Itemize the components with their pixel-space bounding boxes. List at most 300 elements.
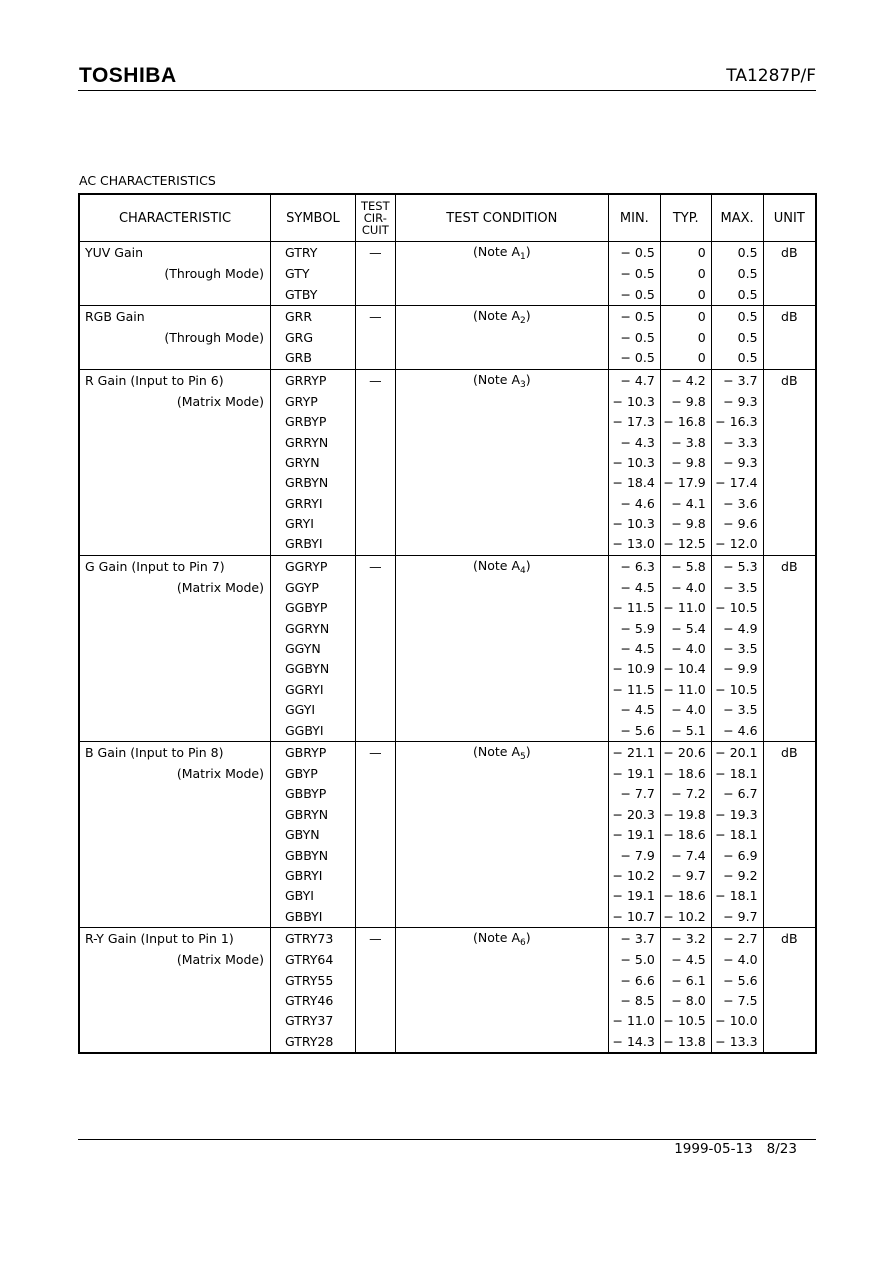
unit-cell: dB (763, 927, 816, 950)
test-circuit-cell: — (355, 369, 395, 392)
typ-cell: 0 (660, 284, 711, 305)
test-circuit-cell (355, 805, 395, 825)
col-min: MIN. (608, 194, 660, 242)
characteristic-cell (79, 659, 271, 679)
min-cell: − 10.3 (608, 453, 660, 473)
max-cell: − 18.1 (711, 886, 763, 906)
symbol-cell: GTRY37 (271, 1011, 356, 1031)
table-row (79, 453, 816, 473)
max-cell: − 9.2 (711, 866, 763, 886)
max-cell: 0.5 (711, 328, 763, 348)
max-cell: 0.5 (711, 348, 763, 369)
characteristic-cell: B Gain (Input to Pin 8) (79, 741, 271, 764)
max-cell: − 3.5 (711, 700, 763, 720)
symbol-cell: GTRY28 (271, 1032, 356, 1053)
max-cell: − 17.4 (711, 473, 763, 493)
unit-cell (763, 970, 816, 990)
part-number: TA1287P/F (726, 66, 816, 86)
unit-cell (763, 453, 816, 473)
note-subscript: 1 (520, 252, 526, 262)
unit-cell (763, 328, 816, 348)
unit-cell (763, 784, 816, 804)
typ-cell: − 4.0 (660, 700, 711, 720)
max-cell: − 6.9 (711, 845, 763, 865)
test-condition-cell (395, 845, 608, 865)
typ-cell: − 5.4 (660, 618, 711, 638)
test-condition-cell (395, 866, 608, 886)
max-cell: − 5.3 (711, 555, 763, 578)
note-close: ) (525, 743, 531, 759)
table-row (79, 991, 816, 1011)
table-row (79, 494, 816, 514)
min-cell: − 0.5 (608, 242, 660, 265)
note-close: ) (525, 557, 531, 573)
test-condition-cell (395, 369, 608, 392)
table-row (79, 392, 816, 412)
table-row (79, 598, 816, 618)
symbol-cell: GGYI (271, 700, 356, 720)
section-title: AC CHARACTERISTICS (79, 173, 216, 188)
max-cell: − 20.1 (711, 741, 763, 764)
test-circuit-cell (355, 534, 395, 555)
test-condition-cell (395, 639, 608, 659)
symbol-cell: GGRYP (271, 555, 356, 578)
table-body (79, 242, 816, 1053)
symbol-cell: GBRYN (271, 805, 356, 825)
test-circuit-cell (355, 866, 395, 886)
min-cell: − 0.5 (608, 305, 660, 328)
typ-cell: − 11.0 (660, 680, 711, 700)
min-cell: − 6.6 (608, 970, 660, 990)
table-row (79, 369, 816, 392)
typ-cell: 0 (660, 264, 711, 284)
table-row (79, 348, 816, 369)
min-cell: − 6.3 (608, 555, 660, 578)
test-circuit-cell (355, 473, 395, 493)
max-cell: − 9.3 (711, 453, 763, 473)
table-row (79, 328, 816, 348)
min-cell: − 0.5 (608, 348, 660, 369)
note-close: ) (525, 371, 531, 387)
footer-rule (78, 1139, 816, 1140)
test-condition-cell (395, 598, 608, 618)
table-row (79, 866, 816, 886)
test-condition-cell (395, 907, 608, 928)
characteristic-cell (79, 284, 271, 305)
characteristic-cell (79, 348, 271, 369)
min-cell: − 7.9 (608, 845, 660, 865)
unit-cell (763, 1011, 816, 1031)
characteristic-cell: (Through Mode) (79, 264, 271, 284)
symbol-cell: GRBYP (271, 412, 356, 432)
header-row (79, 194, 816, 242)
typ-cell: − 3.8 (660, 432, 711, 452)
unit-cell (763, 907, 816, 928)
typ-cell: − 13.8 (660, 1032, 711, 1053)
min-cell: − 21.1 (608, 741, 660, 764)
symbol-cell: GGBYP (271, 598, 356, 618)
table-row (79, 741, 816, 764)
characteristic-cell (79, 700, 271, 720)
typ-cell: − 7.2 (660, 784, 711, 804)
min-cell: − 19.1 (608, 825, 660, 845)
col-test-circuit (355, 194, 395, 242)
characteristic-cell: YUV Gain (79, 242, 271, 265)
unit-cell (763, 991, 816, 1011)
characteristic-cell (79, 494, 271, 514)
max-cell: − 3.5 (711, 639, 763, 659)
col-max: MAX. (711, 194, 763, 242)
max-cell: − 3.3 (711, 432, 763, 452)
typ-cell: − 19.8 (660, 805, 711, 825)
typ-cell: − 4.0 (660, 639, 711, 659)
characteristic-cell (79, 514, 271, 534)
characteristic-cell: (Matrix Mode) (79, 392, 271, 412)
symbol-cell: GGBYN (271, 659, 356, 679)
typ-cell: − 6.1 (660, 970, 711, 990)
ac-characteristics-table (78, 193, 817, 1054)
test-condition-cell (395, 392, 608, 412)
note-text: (Note A (473, 244, 521, 259)
table-row (79, 432, 816, 452)
min-cell: − 0.5 (608, 284, 660, 305)
typ-cell: 0 (660, 328, 711, 348)
table-row (79, 555, 816, 578)
unit-cell (763, 639, 816, 659)
unit-cell (763, 432, 816, 452)
table-row (79, 764, 816, 784)
max-cell: − 9.9 (711, 659, 763, 679)
typ-cell: 0 (660, 348, 711, 369)
unit-cell (763, 264, 816, 284)
test-condition-cell (395, 514, 608, 534)
test-circuit-cell (355, 598, 395, 618)
typ-cell: − 16.8 (660, 412, 711, 432)
typ-cell: − 8.0 (660, 991, 711, 1011)
unit-cell (763, 392, 816, 412)
min-cell: − 5.9 (608, 618, 660, 638)
symbol-cell: GRYN (271, 453, 356, 473)
characteristic-cell (79, 720, 271, 741)
table-row (79, 805, 816, 825)
typ-cell: − 4.0 (660, 578, 711, 598)
unit-cell (763, 700, 816, 720)
table-row (79, 927, 816, 950)
table-row (79, 680, 816, 700)
test-condition-cell (395, 328, 608, 348)
characteristic-cell (79, 618, 271, 638)
symbol-cell: GRYP (271, 392, 356, 412)
min-cell: − 11.0 (608, 1011, 660, 1031)
test-circuit-cell: — (355, 305, 395, 328)
typ-cell: − 9.8 (660, 514, 711, 534)
table-row (79, 886, 816, 906)
min-cell: − 18.4 (608, 473, 660, 493)
characteristic-cell: R Gain (Input to Pin 6) (79, 369, 271, 392)
test-circuit-cell (355, 578, 395, 598)
unit-cell (763, 598, 816, 618)
max-cell: − 18.1 (711, 825, 763, 845)
test-circuit-cell (355, 784, 395, 804)
test-circuit-cell (355, 825, 395, 845)
typ-cell: − 5.8 (660, 555, 711, 578)
test-condition-cell (395, 784, 608, 804)
symbol-cell: GRR (271, 305, 356, 328)
test-circuit-cell (355, 514, 395, 534)
characteristic-cell (79, 639, 271, 659)
min-cell: − 17.3 (608, 412, 660, 432)
max-cell: − 10.0 (711, 1011, 763, 1031)
test-circuit-cell (355, 886, 395, 906)
min-cell: − 10.2 (608, 866, 660, 886)
test-condition-cell (395, 659, 608, 679)
unit-cell (763, 514, 816, 534)
characteristic-cell: R-Y Gain (Input to Pin 1) (79, 927, 271, 950)
max-cell: − 12.0 (711, 534, 763, 555)
typ-cell: 0 (660, 305, 711, 328)
symbol-cell: GTRY55 (271, 970, 356, 990)
note-text: (Note A (473, 557, 521, 573)
unit-cell (763, 950, 816, 970)
brand-logo: TOSHIBA (79, 64, 177, 87)
test-circuit-cell (355, 764, 395, 784)
test-circuit-cell (355, 659, 395, 679)
table-row (79, 1011, 816, 1031)
min-cell: − 5.6 (608, 720, 660, 741)
typ-cell: − 10.2 (660, 907, 711, 928)
min-cell: − 20.3 (608, 805, 660, 825)
characteristic-cell: RGB Gain (79, 305, 271, 328)
symbol-cell: GBBYI (271, 907, 356, 928)
symbol-cell: GBRYP (271, 741, 356, 764)
symbol-cell: GRRYP (271, 369, 356, 392)
max-cell: − 7.5 (711, 991, 763, 1011)
symbol-cell: GRYI (271, 514, 356, 534)
max-cell: 0.5 (711, 242, 763, 265)
symbol-cell: GBYP (271, 764, 356, 784)
symbol-cell: GBYN (271, 825, 356, 845)
min-cell: − 10.9 (608, 659, 660, 679)
max-cell: − 5.6 (711, 970, 763, 990)
test-condition-cell (395, 242, 608, 265)
max-cell: − 2.7 (711, 927, 763, 950)
unit-cell: dB (763, 555, 816, 578)
max-cell: − 10.5 (711, 680, 763, 700)
typ-cell: − 18.6 (660, 825, 711, 845)
max-cell: − 6.7 (711, 784, 763, 804)
test-circuit-cell (355, 264, 395, 284)
max-cell: − 3.6 (711, 494, 763, 514)
min-cell: − 11.5 (608, 598, 660, 618)
test-condition-cell (395, 264, 608, 284)
min-cell: − 4.5 (608, 700, 660, 720)
test-condition-cell (395, 927, 608, 950)
unit-cell: dB (763, 369, 816, 392)
test-circuit-cell (355, 639, 395, 659)
max-cell: 0.5 (711, 305, 763, 328)
test-circuit-cell (355, 1032, 395, 1053)
test-condition-cell (395, 284, 608, 305)
test-condition-cell (395, 1032, 608, 1053)
unit-cell (763, 886, 816, 906)
table-row (79, 720, 816, 741)
col-symbol: SYMBOL (271, 194, 356, 242)
unit-cell (763, 412, 816, 432)
unit-cell: dB (763, 741, 816, 764)
symbol-cell: GGYN (271, 639, 356, 659)
note-close: ) (525, 307, 531, 323)
min-cell: − 4.3 (608, 432, 660, 452)
table-row (79, 473, 816, 493)
footer (660, 1141, 797, 1157)
symbol-cell: GTRY46 (271, 991, 356, 1011)
min-cell: − 11.5 (608, 680, 660, 700)
test-condition-cell (395, 886, 608, 906)
table-row (79, 412, 816, 432)
max-cell: − 18.1 (711, 764, 763, 784)
typ-cell: 0 (660, 242, 711, 265)
max-cell: − 9.6 (711, 514, 763, 534)
characteristic-cell (79, 784, 271, 804)
unit-cell (763, 805, 816, 825)
max-cell: − 3.7 (711, 369, 763, 392)
test-condition-cell (395, 700, 608, 720)
test-circuit-cell (355, 392, 395, 412)
min-cell: − 4.5 (608, 639, 660, 659)
typ-cell: − 18.6 (660, 886, 711, 906)
test-condition-cell (395, 453, 608, 473)
max-cell: − 19.3 (711, 805, 763, 825)
test-condition-cell (395, 494, 608, 514)
test-condition-cell (395, 825, 608, 845)
test-condition-cell (395, 764, 608, 784)
min-cell: − 19.1 (608, 764, 660, 784)
note-close: ) (525, 244, 531, 259)
test-circuit-cell (355, 412, 395, 432)
min-cell: − 14.3 (608, 1032, 660, 1053)
characteristic-cell (79, 991, 271, 1011)
characteristic-cell (79, 680, 271, 700)
characteristic-cell: G Gain (Input to Pin 7) (79, 555, 271, 578)
typ-cell: − 9.8 (660, 453, 711, 473)
test-circuit-cell (355, 1011, 395, 1031)
symbol-cell: GBBYN (271, 845, 356, 865)
unit-cell (763, 348, 816, 369)
unit-cell (763, 473, 816, 493)
unit-cell: dB (763, 305, 816, 328)
characteristic-cell (79, 825, 271, 845)
characteristic-cell: (Matrix Mode) (79, 578, 271, 598)
col-test-condition: TEST CONDITION (395, 194, 608, 242)
typ-cell: − 11.0 (660, 598, 711, 618)
table-row (79, 970, 816, 990)
table-row (79, 907, 816, 928)
note-text: (Note A (473, 307, 521, 323)
min-cell: − 4.5 (608, 578, 660, 598)
min-cell: − 4.6 (608, 494, 660, 514)
max-cell: − 9.3 (711, 392, 763, 412)
characteristic-cell: (Matrix Mode) (79, 950, 271, 970)
typ-cell: − 20.6 (660, 741, 711, 764)
note-text: (Note A (473, 929, 521, 945)
note-close: ) (525, 929, 531, 945)
table-row (79, 242, 816, 265)
test-condition-cell (395, 555, 608, 578)
unit-cell (763, 534, 816, 555)
test-condition-cell (395, 305, 608, 328)
characteristic-cell (79, 845, 271, 865)
table-row (79, 950, 816, 970)
table-row (79, 284, 816, 305)
characteristic-cell: (Through Mode) (79, 328, 271, 348)
symbol-cell: GBRYI (271, 866, 356, 886)
col-characteristic: CHARACTERISTIC (79, 194, 271, 242)
col-test-circuit-line: TEST (361, 199, 390, 213)
typ-cell: − 4.2 (660, 369, 711, 392)
table-row (79, 700, 816, 720)
max-cell: − 16.3 (711, 412, 763, 432)
unit-cell (763, 680, 816, 700)
table-row (79, 305, 816, 328)
table-row (79, 514, 816, 534)
min-cell: − 10.7 (608, 907, 660, 928)
characteristic-cell (79, 886, 271, 906)
max-cell: − 3.5 (711, 578, 763, 598)
symbol-cell: GRRYN (271, 432, 356, 452)
max-cell: 0.5 (711, 284, 763, 305)
test-circuit-cell (355, 991, 395, 1011)
test-circuit-cell (355, 284, 395, 305)
col-typ: TYP. (660, 194, 711, 242)
unit-cell (763, 618, 816, 638)
typ-cell: − 5.1 (660, 720, 711, 741)
characteristic-cell (79, 970, 271, 990)
test-condition-cell (395, 618, 608, 638)
table-row (79, 1032, 816, 1053)
test-condition-cell (395, 534, 608, 555)
characteristic-cell (79, 534, 271, 555)
max-cell: − 9.7 (711, 907, 763, 928)
max-cell: − 4.0 (711, 950, 763, 970)
unit-cell (763, 284, 816, 305)
min-cell: − 7.7 (608, 784, 660, 804)
max-cell: − 4.6 (711, 720, 763, 741)
max-cell: − 10.5 (711, 598, 763, 618)
footer-page: 8/23 (766, 1141, 797, 1157)
typ-cell: − 9.7 (660, 866, 711, 886)
test-circuit-cell (355, 907, 395, 928)
min-cell: − 3.7 (608, 927, 660, 950)
characteristic-cell (79, 805, 271, 825)
test-condition-cell (395, 720, 608, 741)
table-row (79, 618, 816, 638)
typ-cell: − 12.5 (660, 534, 711, 555)
table-row (79, 659, 816, 679)
typ-cell: − 7.4 (660, 845, 711, 865)
characteristic-cell (79, 866, 271, 886)
min-cell: − 5.0 (608, 950, 660, 970)
note-text: (Note A (473, 371, 521, 387)
unit-cell (763, 825, 816, 845)
test-circuit-cell: — (355, 927, 395, 950)
characteristic-cell (79, 1011, 271, 1031)
typ-cell: − 18.6 (660, 764, 711, 784)
table-row (79, 845, 816, 865)
test-condition-cell (395, 970, 608, 990)
symbol-cell: GRBYN (271, 473, 356, 493)
symbol-cell: GRRYI (271, 494, 356, 514)
test-condition-cell (395, 741, 608, 764)
